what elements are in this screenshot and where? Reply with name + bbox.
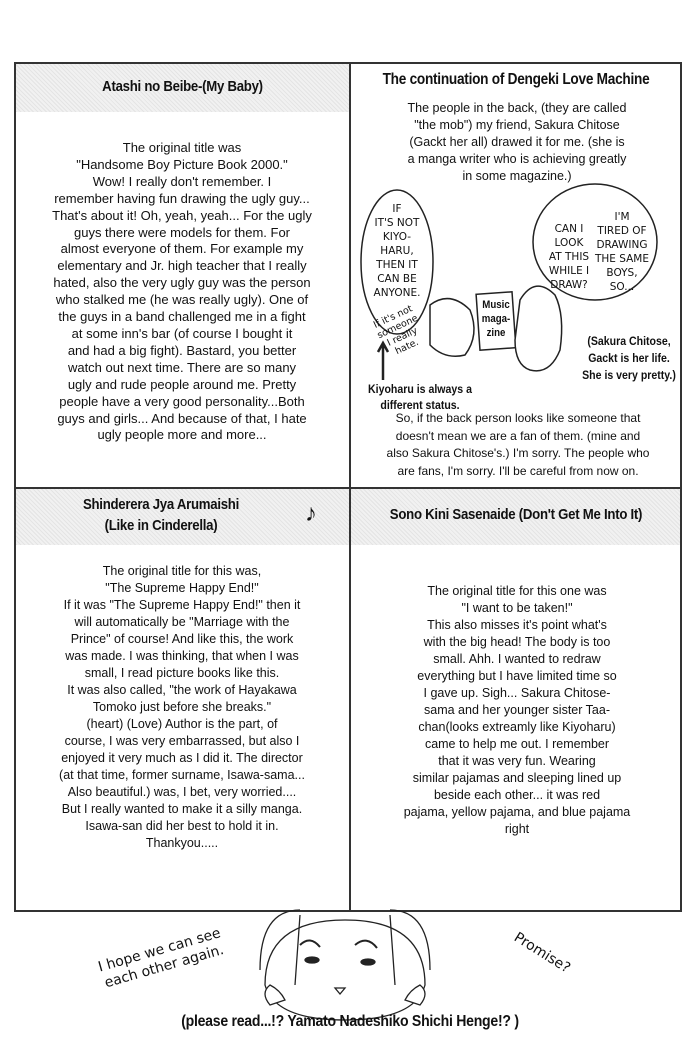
panel-title-sono-kini: Sono Kini Sasenaide (Don't Get Me Into It) [389, 506, 643, 523]
caption-kiyoharu: Kiyoharu is always a different status. [368, 382, 472, 412]
caption-sakura: (Sakura Chitose, Gackt is her life. She is very pretty.) [582, 334, 676, 382]
speech-bubble-text-right-b: I'M TIRED OF DRAWING THE SAME BOYS, SO... [594, 211, 650, 293]
panel-outro-dengeki: So, if the back person looks like someone that doesn't mean we are a fan of them. (mine and also Sakura Chitose's.) I'm sorry. The people who are fans, I'm sorry. I'll be careful from now on. [386, 411, 650, 478]
magazine-label: Music maga- zine [481, 299, 511, 339]
footer-caption: (please read...!? Yamato Nadeshiko Shichi Henge!? ) [181, 1013, 519, 1030]
panel-body-cinderella: The original title for this was, "The Supreme Happy End!" If it was "The Supreme Happy End!" then it will automatically be "Marriage with the Prince" of course! And like this, the work was made. I was thinking, that when I was small, I read picture books like this. It was also called, "the work of Hayakawa Tomoko just before she breaks." (heart) (Love) Author is the part, of course, I was very embarrassed, but also I enjoyed it very much as I did it. The director (at that time, former surname, Isawa-sama... Also beautiful.) was, I bet, very worried.... But I really wanted to make it a silly manga. Isawa-san did her best to hold it in. Thankyou..... [59, 564, 305, 850]
speech-hope-see-again: I hope we can see each other again. [96, 925, 226, 992]
face-outline [265, 920, 425, 1020]
person-sakura [515, 286, 562, 371]
panel-title-dengeki: The continuation of Dengeki Love Machine [382, 71, 650, 88]
panel-body-sono-kini: The original title for this one was "I want to be taken!" This also misses it's point what's with the big head! The body is too small. Ahh. I wanted to redraw everything but I have limited time so I gave up. Sigh... Sakura Chitose- sama and her younger sister Taa- chan(looks extreamly like Kiyoharu) came to help me out. I remember that it was very fun. Wearing similar pajamas and sleeping lined up beside each other... it was red pajama, yellow pajama, and blue pajama right [403, 584, 631, 836]
panel-intro-dengeki: The people in the back, (they are called "the mob") my friend, Sakura Chitose (Gackt her all) drawed it for me. (she is a manga writer who is achieving greatly in some magazine.) [407, 101, 627, 183]
panel-title-my-baby: Atashi no Beibe-(My Baby) [102, 78, 263, 95]
speech-promise: Promise? [511, 929, 573, 977]
panel-body-my-baby: The original title was "Handsome Boy Picture Book 2000." Wow! I really don't remember. I remember having fun drawing the ugly guy... That's about it! Oh, yeah, yeah... For the ugly guys there were models for them. For almost everyone of them. For example my elementary and Jr. high teacher that I really hated, also the very ugly guy was the person who stalked me (he was really ugly). One of the guys in a band challenged me in a fight at some inn's bar (of course I bought it and had a big fight). Bastard, you better watch out next time. There are so many ugly and rude people around me. Pretty people have a very good personality...Both guys and girls... And because of that, I hate ugly people more and more... [52, 140, 312, 443]
speech-bubble-text-left: IF IT'S NOT KIYO- HARU, THEN IT CAN BE ANYONE. [373, 203, 421, 299]
panel-title-cinderella: Shinderera Jya Arumaishi (Like in Cinderella) [82, 496, 240, 534]
music-note-icon: ♪ [305, 500, 317, 527]
person-back [430, 299, 474, 357]
aside-text: If it's not someone I really hate. [371, 303, 421, 358]
speech-bubble-text-right-a: CAN I LOOK AT THIS WHILE I DRAW? [548, 223, 590, 291]
